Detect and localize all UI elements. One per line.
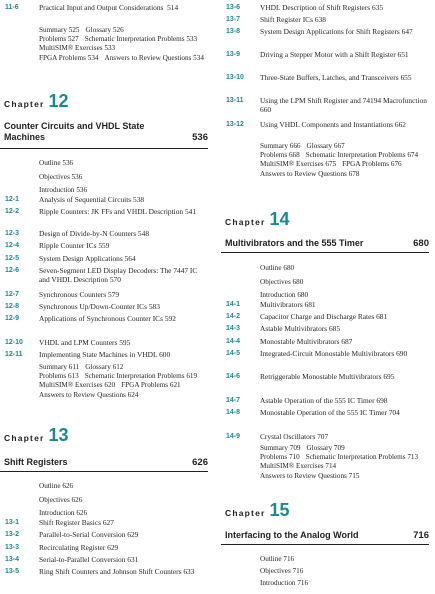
chapter-page: 626 — [192, 457, 208, 468]
chapter-14-heading[interactable]: Chapter 14 — [225, 209, 290, 229]
section-title: Practical Input and Output Considerations 514 — [39, 3, 179, 12]
chapter-12-title-row[interactable] — [0, 121, 208, 145]
chapter-divider — [0, 148, 208, 149]
chapter-13-heading[interactable]: Chapter 13 — [4, 425, 69, 445]
chapter-title: Shift Registers — [4, 457, 68, 467]
chapter-page: 680 — [413, 238, 429, 249]
chapter-divider — [0, 471, 208, 472]
chapter-15-heading[interactable]: Chapter 15 — [225, 500, 290, 520]
chapter-page: 716 — [413, 530, 429, 541]
chapter-divider — [221, 544, 429, 545]
chapter-page: 536 — [192, 132, 208, 143]
chapter-title: Multivibrators and the 555 Timer — [225, 238, 364, 248]
chapter-15-title-row[interactable] — [221, 530, 429, 544]
chapter-13-title-row[interactable] — [0, 457, 208, 471]
section-number: 11-6 — [5, 4, 19, 11]
chapter-title: Counter Circuits and VHDL State Machines — [4, 121, 145, 142]
chapter-12-heading[interactable]: Chapter 12 — [4, 91, 69, 111]
chapter-title: Interfacing to the Analog World — [225, 530, 359, 540]
chapter-14-title-row[interactable] — [221, 238, 429, 252]
chapter-divider — [221, 252, 429, 253]
